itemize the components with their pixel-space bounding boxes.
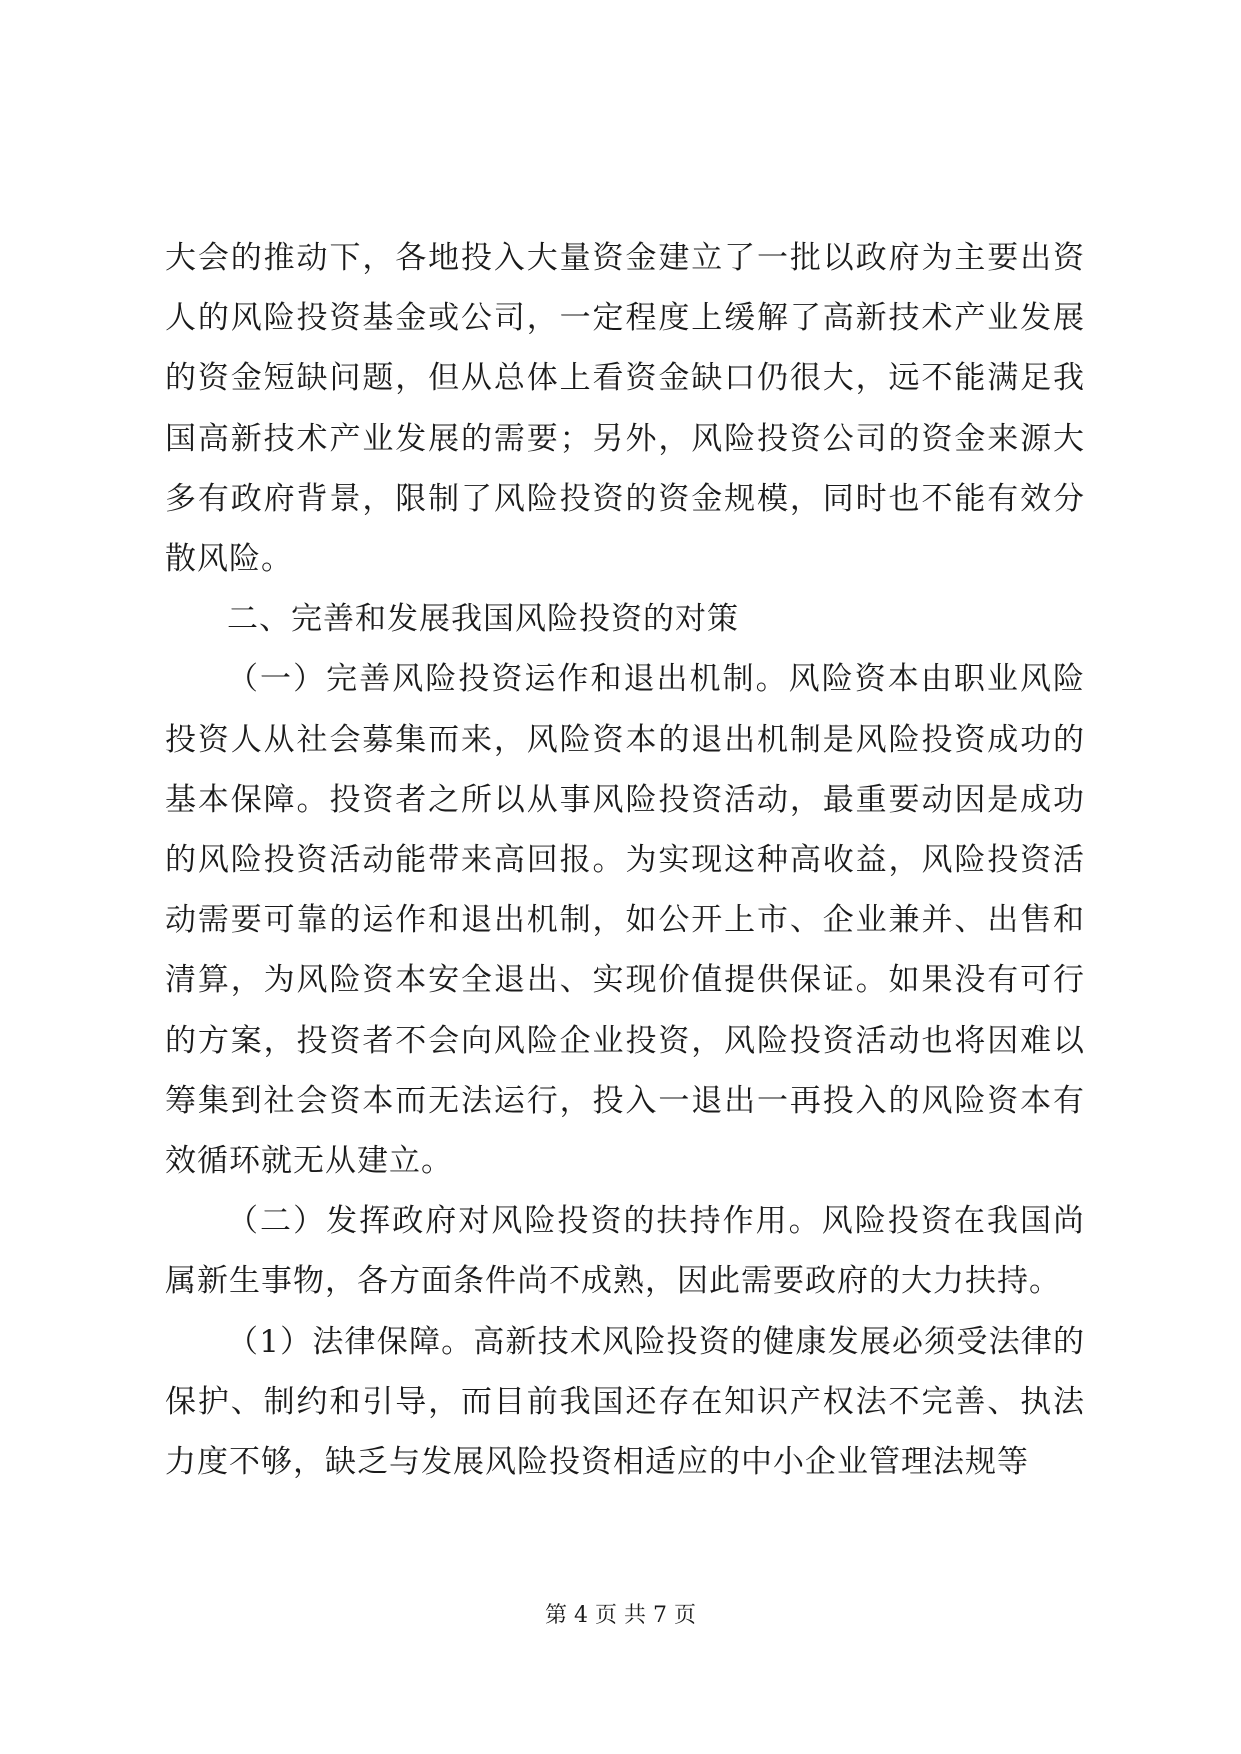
paragraph-continuation: 大会的推动下，各地投入大量资金建立了一批以政府为主要出资人的风险投资基金或公司，一定程度上缓解了高新技术产业发展的资金短缺问题，但从总体上看资金缺口仍很大，远不能满足我国高新技术产业发展的需要；另外，风险投资公司的资金来源大多有政府背景，限制了风险投资的资金规模，同时也不能有效分散风险。 bbox=[165, 240, 1085, 578]
paragraph-legal-guarantee: （1）法律保障。高新技术风险投资的健康发展必须受法律的保护、制约和引导，而目前我国还存在知识产权法不完善、执法力度不够，缺乏与发展风险投资相适应的中小企业管理法规等 bbox=[165, 1323, 1085, 1481]
paragraph-exit-mechanism: （一）完善风险投资运作和退出机制。风险资本由职业风险投资人从社会募集而来，风险资本的退出机制是风险投资成功的基本保障。投资者之所以从事风险投资活动，最重要动因是成功的风险投资活动能带来高回报。为实现这种高收益，风险投资活动需要可靠的运作和退出机制，如公开上市、企业兼并、出售和清算，为风险资本安全退出、实现价值提供保证。如果没有可行的方案，投资者不会向风险企业投资，风险投资活动也将因难以筹集到社会资本而无法运行，投入一退出一再投入的风险资本有效循环就无从建立。 bbox=[165, 661, 1085, 1180]
section-heading: 二、完善和发展我国风险投资的对策 bbox=[227, 601, 739, 638]
document-body bbox=[165, 228, 1085, 1492]
paragraph-government-support: （二）发挥政府对风险投资的扶持作用。风险投资在我国尚属新生事物，各方面条件尚不成熟，因此需要政府的大力扶持。 bbox=[165, 1203, 1085, 1300]
page-number-footer: 第 4 页 共 7 页 bbox=[545, 1603, 696, 1628]
